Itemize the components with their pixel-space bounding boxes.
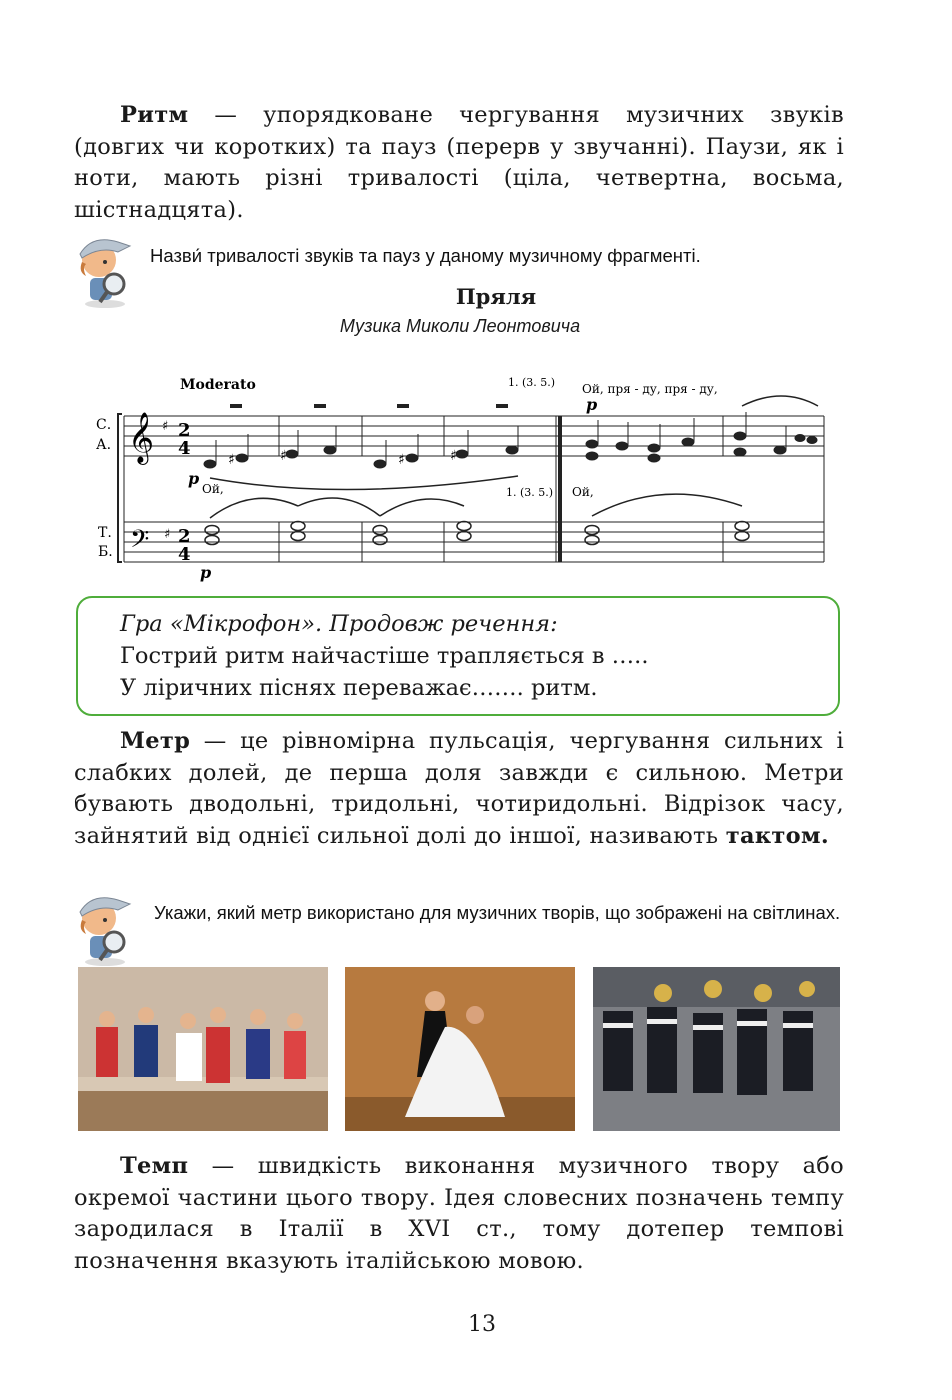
rhythm-term: Ритм xyxy=(120,102,189,128)
time-sig-upper-bottom: 4 xyxy=(178,438,191,459)
song-composer: Музика Миколи Леонтовича xyxy=(339,316,581,336)
game-box xyxy=(76,596,840,716)
key-sharp-lower-icon: ♯ xyxy=(164,527,171,542)
staff-label-bass: Б. xyxy=(98,544,113,560)
tempo-paragraph xyxy=(74,1151,844,1277)
bass-clef-icon: 𝄢 xyxy=(130,525,150,560)
lyric-oi-2: Ой, xyxy=(572,485,594,499)
svg-text:♯: ♯ xyxy=(450,448,457,464)
svg-text:♯: ♯ xyxy=(398,452,405,468)
measure-term: тактом. xyxy=(725,822,829,849)
task-durations: Назви́ тривалості звуків та пауз у даному музичному фрагменті. xyxy=(150,245,701,266)
svg-text:♯: ♯ xyxy=(228,452,235,468)
staff-label-tenor: Т. xyxy=(98,525,112,541)
task-meter: Укажи, який метр використано для музичних творів, що зображені на світлинах. xyxy=(154,902,841,923)
svg-text:♯: ♯ xyxy=(280,448,287,464)
dynamic-piano-1: p xyxy=(188,469,200,488)
time-sig-lower-top: 2 xyxy=(178,526,191,547)
page-number: 13 xyxy=(468,1312,496,1337)
dynamic-piano-2: p xyxy=(586,395,598,414)
game-title: Гра «Мікрофон». Продовж речення: xyxy=(120,611,558,637)
music-score xyxy=(92,366,840,588)
game-line-1: Гострий ритм найчастіше трапляється в ….. xyxy=(120,643,649,669)
meter-term: Метр xyxy=(120,728,191,754)
tempo-definition: — швидкість виконання музичного твору або окремої частини цього твору. Ідея словесних позначень темпу зародилася в Італії в XVI ст., тому дотепер темпові позначення вказують італійською мовою. xyxy=(74,1153,844,1274)
staff-label-soprano: С. xyxy=(96,417,112,433)
detective-boy-icon xyxy=(72,890,138,968)
time-sig-lower-bottom: 4 xyxy=(178,544,191,565)
rhythm-definition: — упорядковане чергування музичних звуків (довгих чи коротких) та пауз (перерв у звучанні). Паузи, як і ноти, мають різні тривалості (ціла, четвертна, восьма, шістнадцята). xyxy=(74,102,844,223)
volta-lower: 1. (3. 5.) xyxy=(506,486,554,499)
game-line-2: У ліричних піснях переважає……. ритм. xyxy=(120,675,598,701)
lyrics-line: Ой, пря - ду, пря - ду, xyxy=(582,382,718,396)
dynamic-piano-3: p xyxy=(200,563,212,582)
time-sig-upper-top: 2 xyxy=(178,420,191,441)
tempo-marking: Moderato xyxy=(180,377,256,393)
tempo-term: Темп xyxy=(120,1153,189,1179)
ballroom-dancers-photo xyxy=(345,967,575,1131)
volta-upper: 1. (3. 5.) xyxy=(508,376,556,389)
lyric-oi-1: Ой, xyxy=(202,482,224,496)
folk-dancers-photo xyxy=(78,967,328,1131)
treble-clef-icon: 𝄞 xyxy=(128,412,155,463)
key-sharp-upper-icon: ♯ xyxy=(162,419,169,434)
rhythm-paragraph xyxy=(74,100,844,226)
meter-definition: — це рівномірна пульсація, чергування сильних і слабких долей, де перша доля завжди є сильною. Метри бувають дводольні, тридольні, чотиридольні. Відрізок часу, зайнятий від однієї сильної долі до іншої, називають xyxy=(74,728,844,849)
meter-paragraph xyxy=(74,726,844,852)
song-title: Пряля xyxy=(455,284,537,309)
military-band-photo xyxy=(593,967,840,1131)
staff-label-alto: А. xyxy=(96,437,112,453)
